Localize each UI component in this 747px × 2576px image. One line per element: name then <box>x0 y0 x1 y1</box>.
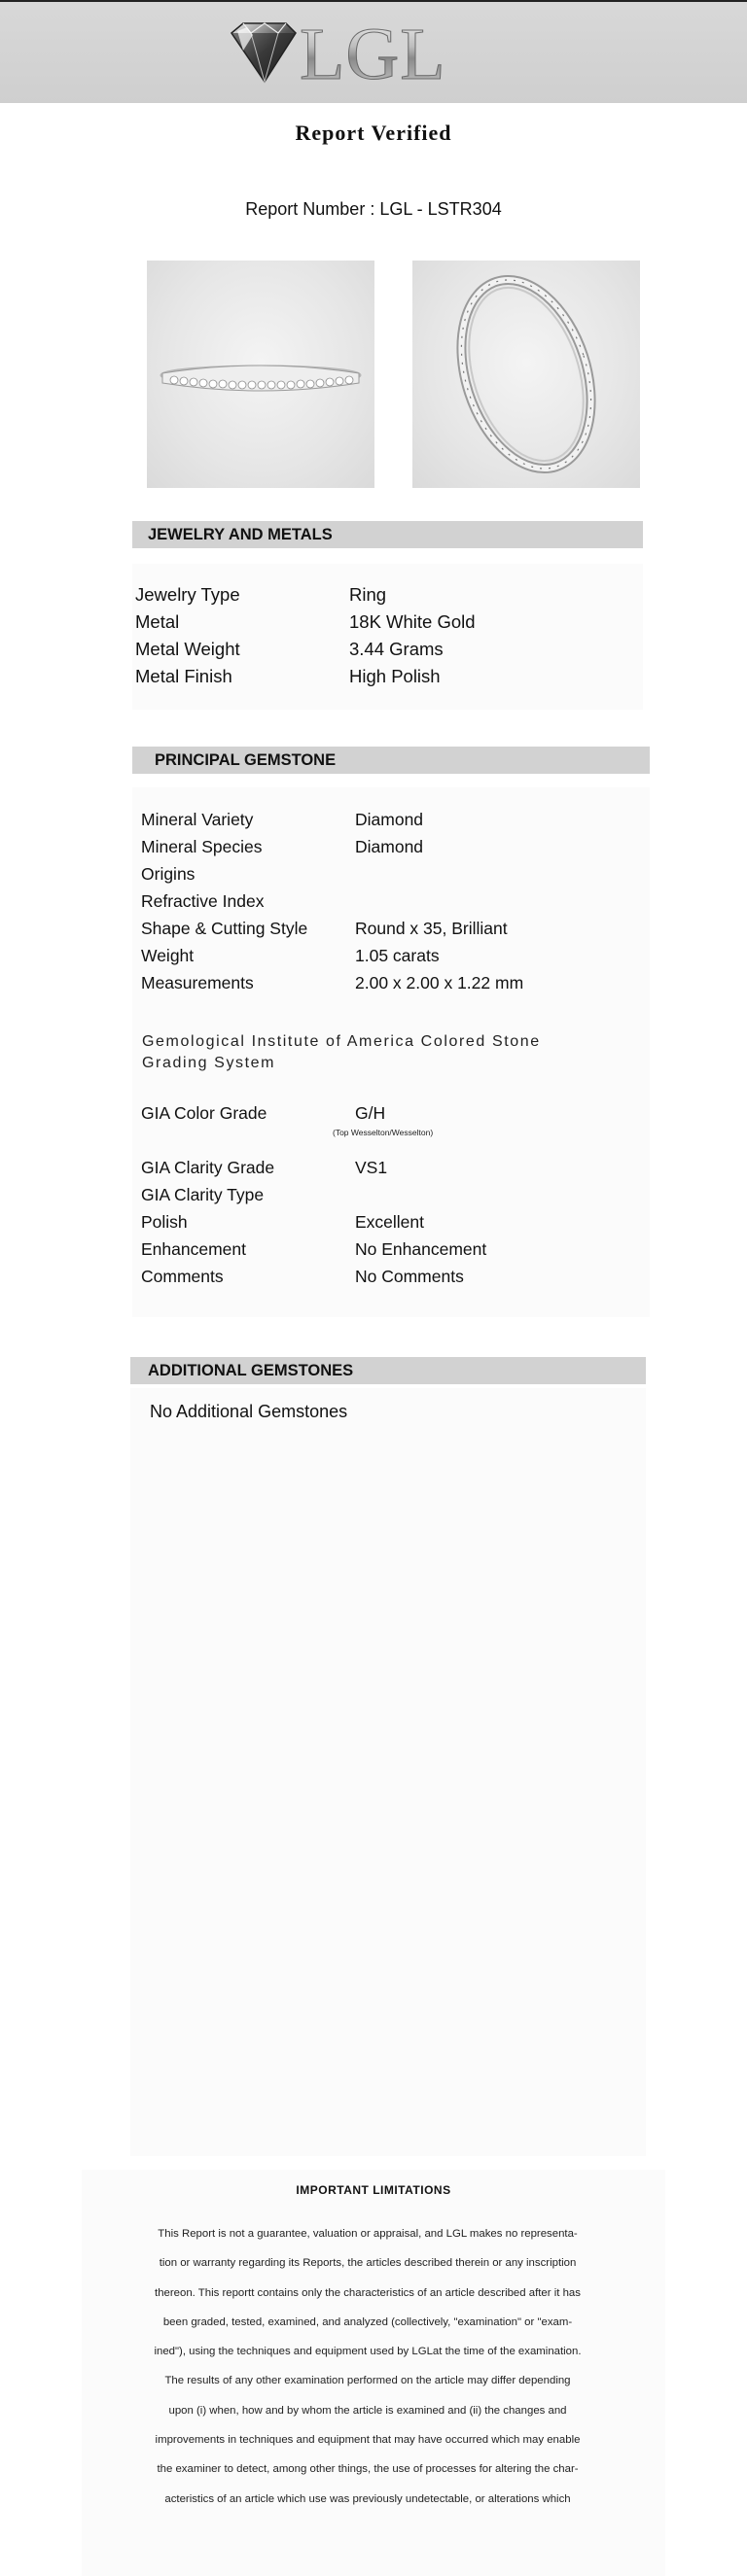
limitations-line: acteristics of an article which use was previously undetectable, or alterations which <box>164 2492 571 2505</box>
metal-weight-value: 3.44 Grams <box>349 639 444 659</box>
jewelry-type-value: Ring <box>349 584 387 605</box>
limitations-heading: IMPORTANT LIMITATIONS <box>296 2183 451 2197</box>
gia-clarity-grade-value: VS1 <box>355 1158 388 1177</box>
ring-side-view-photo <box>147 261 374 488</box>
header-banner <box>0 0 747 103</box>
limitations-text <box>105 2219 630 2514</box>
lgl-logo <box>230 16 482 93</box>
enhancement-label: Enhancement <box>141 1239 246 1259</box>
limitations-line: the examiner to detect, among other things, the use of processes for altering the char- <box>157 2463 579 2476</box>
metal-finish-label: Metal Finish <box>135 666 232 686</box>
shape-cutting-style-value: Round x 35, Brilliant <box>355 919 508 938</box>
mineral-variety-label: Mineral Variety <box>141 810 254 829</box>
section-header-additional-gemstones: ADDITIONAL GEMSTONES <box>130 1357 646 1384</box>
logo-text: LGL <box>300 14 446 95</box>
ring-angle-view-photo <box>412 261 640 488</box>
limitations-line: been graded, tested, examined, and analyzed (collectively, "examination" or "exam- <box>162 2315 573 2328</box>
gia-clarity-grade-label: GIA Clarity Grade <box>141 1158 275 1177</box>
polish-label: Polish <box>141 1212 188 1232</box>
metal-value: 18K White Gold <box>349 611 476 632</box>
comments-label: Comments <box>141 1267 224 1286</box>
weight-label: Weight <box>141 946 195 965</box>
limitations-line: upon (i) when, how and by whom the article is examined and (ii) the changes and <box>168 2404 567 2417</box>
metal-label: Metal <box>135 611 180 632</box>
diamond-icon <box>230 21 298 84</box>
gia-grading-system-note: Gemological Institute of America Colored Stone Grading System <box>142 1033 541 1071</box>
additional-gemstones-panel <box>130 1388 646 2156</box>
enhancement-value: No Enhancement <box>355 1239 487 1259</box>
section-header-jewelry-metals: JEWELRY AND METALS <box>132 521 643 548</box>
jewelry-type-label: Jewelry Type <box>135 584 240 605</box>
shape-cutting-style-label: Shape & Cutting Style <box>141 919 308 938</box>
report-number: Report Number : LGL - LSTR304 <box>245 199 502 219</box>
limitations-line: ined"), using the techniques and equipment used by LGLat the time of the examination. <box>154 2346 582 2358</box>
limitations-line: improvements in techniques and equipment that may have occurred which may enable <box>155 2434 581 2447</box>
gia-clarity-type-label: GIA Clarity Type <box>141 1185 265 1204</box>
no-additional-gemstones-text: No Additional Gemstones <box>150 1402 348 1421</box>
limitations-line: tion or warranty regarding its Reports, the articles described therein or any inscription <box>159 2257 577 2270</box>
weight-value: 1.05 carats <box>355 946 440 965</box>
page-title: Report Verified <box>295 121 452 145</box>
measurements-label: Measurements <box>141 973 254 992</box>
gia-color-grade-value: G/H <box>355 1103 386 1123</box>
mineral-species-value: Diamond <box>355 837 424 856</box>
limitations-line: The results of any other examination performed on the article may differ depending <box>164 2375 571 2387</box>
measurements-value: 2.00 x 2.00 x 1.22 mm <box>355 973 524 992</box>
metal-weight-label: Metal Weight <box>135 639 240 659</box>
mineral-species-label: Mineral Species <box>141 837 263 856</box>
polish-value: Excellent <box>355 1212 425 1232</box>
refractive-index-label: Refractive Index <box>141 891 265 911</box>
section-header-principal-gemstone: PRINCIPAL GEMSTONE <box>132 747 650 774</box>
limitations-line: thereon. This reportt contains only the characteristics of an article described after it has <box>155 2286 581 2299</box>
color-grade-note: (Top Wesselton/Wesselton) <box>333 1128 434 1137</box>
mineral-variety-value: Diamond <box>355 810 424 829</box>
gia-color-grade-label: GIA Color Grade <box>141 1103 267 1123</box>
comments-value: No Comments <box>355 1267 464 1286</box>
origins-label: Origins <box>141 864 196 884</box>
limitations-line: This Report is not a guarantee, valuation or appraisal, and LGL makes no representa- <box>158 2228 578 2240</box>
metal-finish-value: High Polish <box>349 666 441 686</box>
